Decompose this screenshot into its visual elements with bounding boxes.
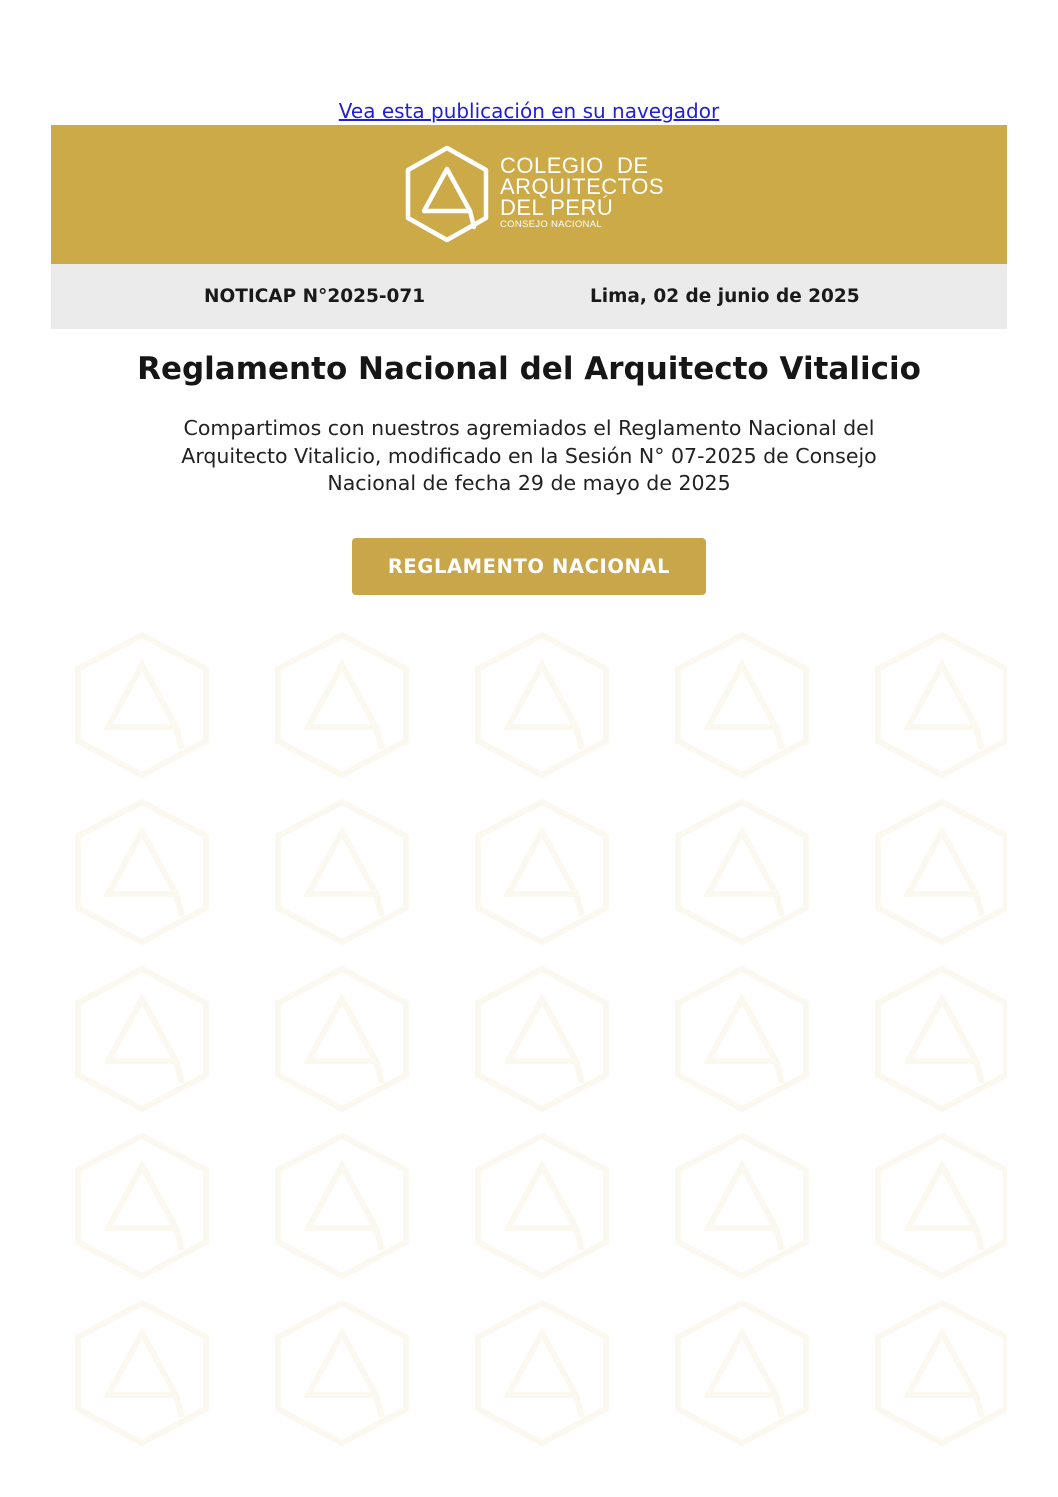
page-title: Reglamento Nacional del Arquitecto Vitalicio <box>137 351 921 387</box>
watermark-icon <box>678 969 806 1109</box>
logo-line-3: DEL PERÚ <box>500 195 614 220</box>
watermark-icon <box>878 802 1006 942</box>
watermark-icon <box>478 1303 606 1443</box>
watermark-icon <box>278 802 406 942</box>
cap-hexagon-triangle-icon <box>404 145 490 243</box>
cap-logo <box>404 145 665 245</box>
watermark-icon <box>78 802 206 942</box>
view-in-browser-link[interactable]: Vea esta publicación en su navegador <box>338 99 720 123</box>
watermark-icon <box>478 969 606 1109</box>
logo-line-1: COLEGIO DE <box>500 153 649 178</box>
bulletin-number: NOTICAP N°2025-071 <box>204 286 426 307</box>
intro-paragraph <box>120 415 938 498</box>
watermark-pattern <box>51 620 1007 1460</box>
reglamento-nacional-button[interactable]: REGLAMENTO NACIONAL <box>352 538 706 595</box>
logo-line-2: ARQUITECTOS <box>500 174 665 199</box>
watermark-icon <box>278 635 406 775</box>
intro-line-3: Nacional de fecha 29 de mayo de 2025 <box>327 471 731 495</box>
watermark-icon <box>78 635 206 775</box>
intro-line-2: Arquitecto Vitalicio, modificado en la Sesión N° 07-2025 de Consejo <box>181 443 877 468</box>
watermark-icon <box>478 802 606 942</box>
bulletin-date: Lima, 02 de junio de 2025 <box>590 286 860 307</box>
watermark-icon <box>678 802 806 942</box>
watermark-icon <box>78 1136 206 1276</box>
watermark-icon <box>478 635 606 775</box>
watermark-icon <box>878 1136 1006 1276</box>
watermark-icon <box>478 1136 606 1276</box>
watermark-icon <box>278 1136 406 1276</box>
info-bar <box>51 264 1007 329</box>
logo-wordmark <box>500 155 664 232</box>
view-in-browser-row <box>0 96 1058 126</box>
intro-line-1: Compartimos con nuestros agremiados el Reglamento Nacional del <box>183 416 875 440</box>
watermark-icon <box>78 1303 206 1443</box>
watermark-icon <box>878 635 1006 775</box>
watermark-icon <box>878 1303 1006 1443</box>
watermark-icon <box>878 969 1006 1109</box>
watermark-icon <box>678 1136 806 1276</box>
logo-line-4: CONSEJO NACIONAL <box>500 219 602 230</box>
watermark-icon <box>678 1303 806 1443</box>
watermark-icon <box>278 1303 406 1443</box>
watermark-icon <box>278 969 406 1109</box>
watermark-icon <box>78 969 206 1109</box>
watermark-icon <box>678 635 806 775</box>
